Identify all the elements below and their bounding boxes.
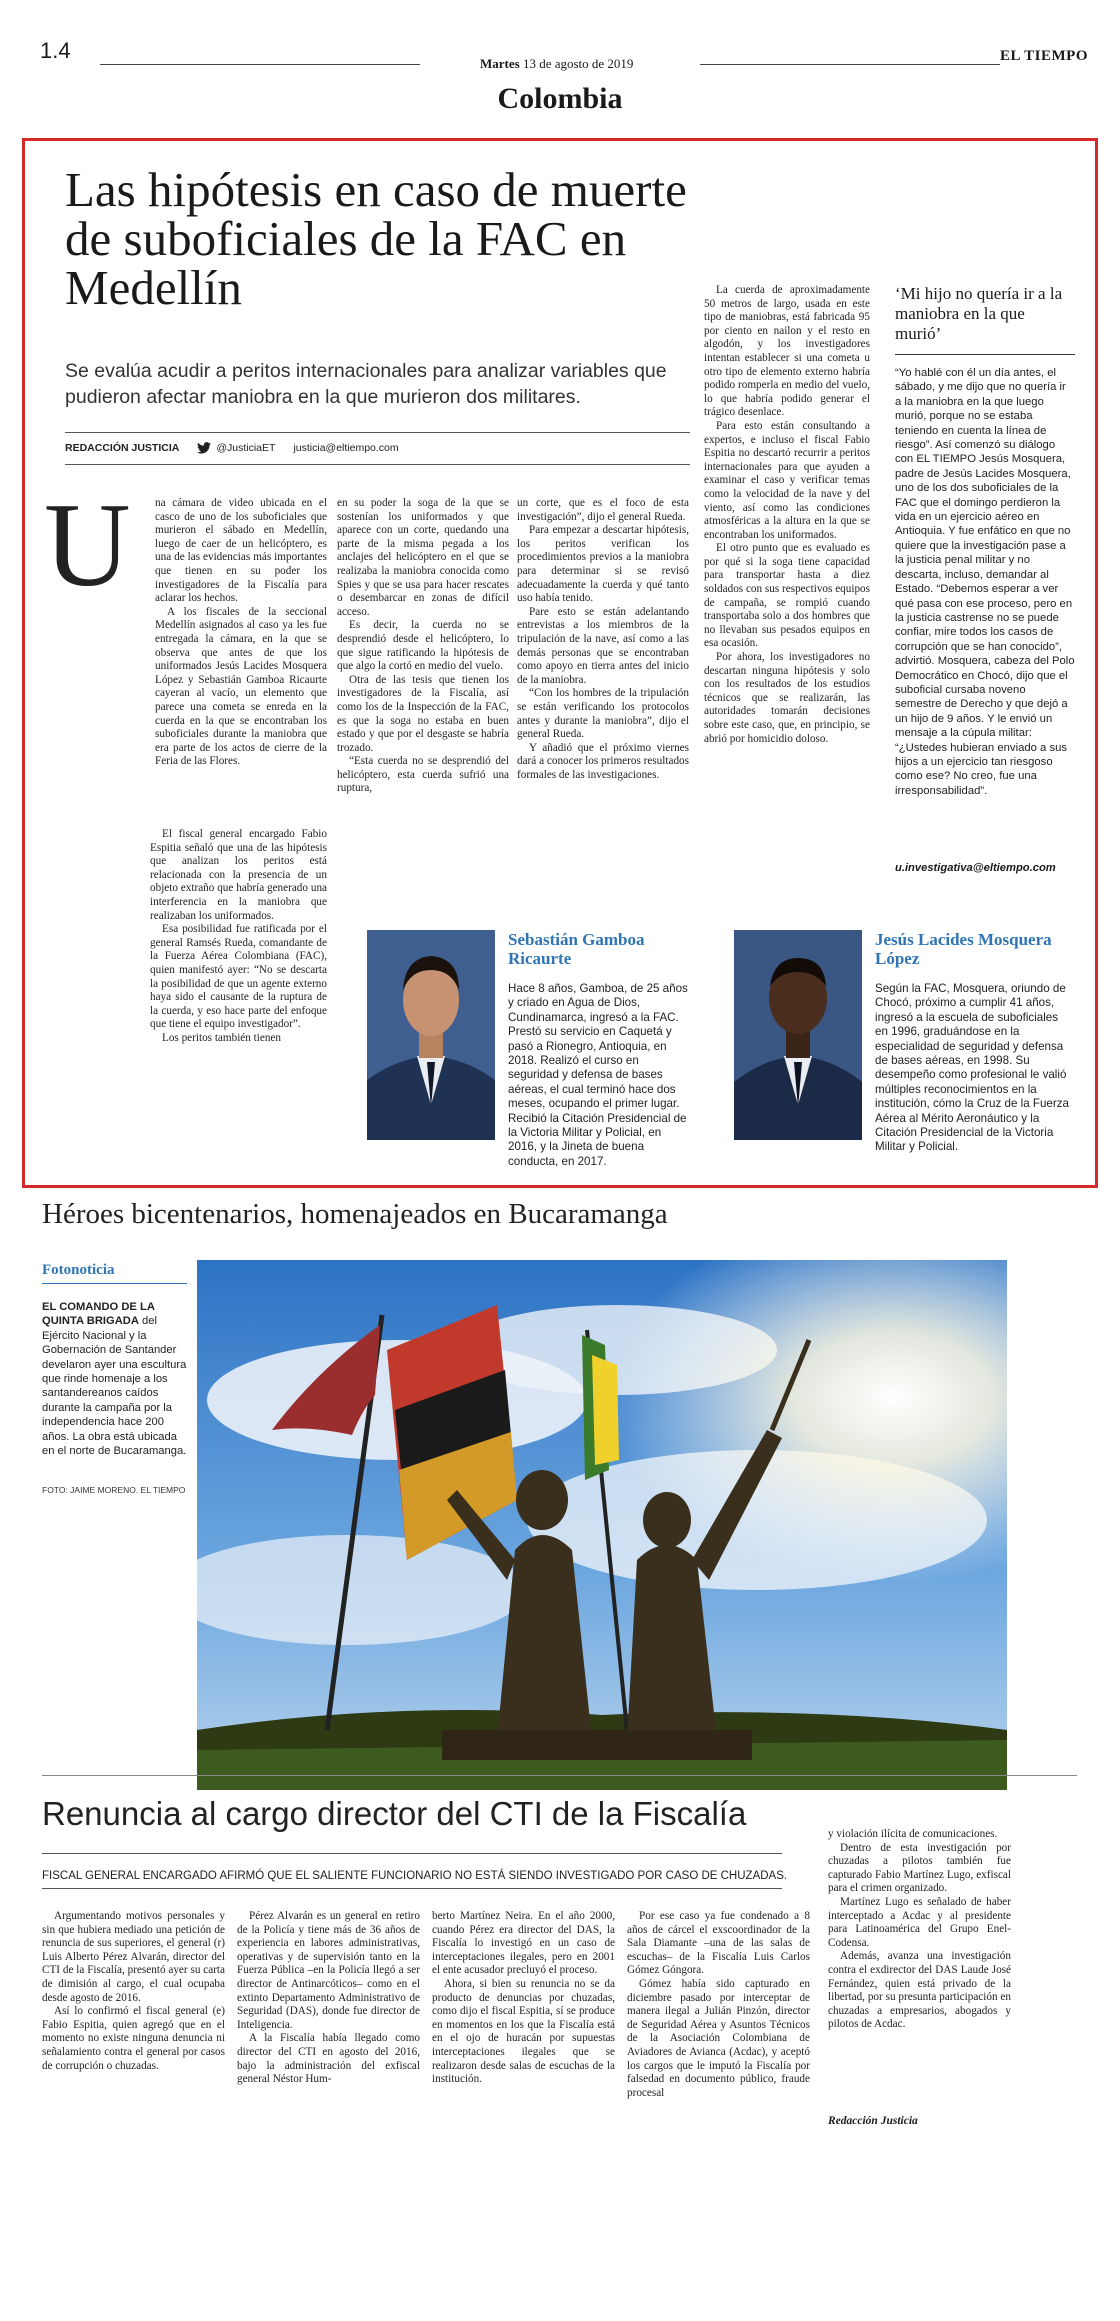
cti-column-4 [627,1910,810,2100]
story-paragraph: Pare esto se están adelantando entrevistas a los miembros de la tripulación de la nave, así como a las demás personas que se encontraban como apoyo en tierra antes del inicio de la maniobra. [517,605,689,686]
bio-text-mosquera: Según la FAC, Mosquera, oriundo de Chocó, próximo a cumplir 41 años, ingresó a la escuela de suboficiales en 1996, graduándose en la especialidad de seguridad y defensa de bases aéreas, en 1998. Su desempeño como profesional le valió múltiples reconocimientos en la institución, cómo la Cruz de la Fuerza Aérea al Mérito Aeronáutico y la Citación Presidencial de la Victoria Militar y Policial. [875,982,1069,1154]
photo-news-rule [42,1283,187,1284]
quote-body: “Yo hablé con él un día antes, el sábado, y me dijo que no quería ir a la maniobra en la que luego murió, porque no se estaba teniendo en cuenta la línea de riesgo”. Así comenzó su diálogo con EL TIEMPO Jesús Mosquera, padre de Jesús Lacides Mosquera, uno de los dos suboficiales de la FAC que el domingo perdieron la vida en un ejercicio aéreo en Antioquia. Y fue enfático en que no quiere que la investigación pase a la justicia penal militar y no descarta, incluso, demandar al Estado. “Debemos esperar a ver qué pasa con ese proceso, pero en la justicia castrense no se puede confiar, mire todos los casos de corrupción que se han conocido”, advirtió. Mosquera, cabeza del Polo Democrático en Chocó, dijo que el suboficial cursaba noveno semestre de Derecho y que dejó a un hijo de 9 años. Y le envió un mensaje a la cúpula militar: “¿Ustedes hubieran enviado a sus hijos a un ejercicio tan riesgoso como ese? No creo, fue una irresponsabilidad”. [895,367,1075,797]
caption-rest: del Ejército Nacional y la Gobernación de Santander develaron ayer una escultura que rinde homenaje a los santandereanos caídos durante la campaña por la independencia hace 200 años. La obra está ubicada en el norte de Bucaramanga. [42,1315,187,1458]
cti-signature: Redacción Justicia [828,2115,918,2127]
story-paragraph: Es decir, la cuerda no se desprendió desde el helicóptero, lo que sigue ratificando la hipótesis de que algo la cortó en medio del vuelo. [337,619,509,673]
quote-headline: ‘Mi hijo no quería ir a la maniobra en la que murió’ [895,284,1063,343]
portrait-mosquera-art [734,930,862,1140]
photo-caption [42,1300,187,1458]
monument-photo-art [197,1260,1007,1790]
story-paragraph: Esa posibilidad fue ratificada por el general Ramsés Rueda, comandante de la Fuerza Aérea Colombiana (FAC), quien manifestó ayer: “No se descarta la posibilidad de que un agente externo haya sido el causante de la ruptura de la cuerda, y eso hace parte del enfoque que tiene el equipo investigador”. [150,923,327,1031]
issue-date [480,56,633,72]
portrait-gamboa [367,930,495,1140]
story-paragraph: en su poder la soga de la que se sostenían los uniformados y que aparece con un corte, quedando una parte de la misma pegada a los anclajes del helicóptero en el que se realizaba la maniobra conocida como Spies y que se usa para hacer rescates o desembarcar en zonas de difícil acceso. [337,497,509,618]
cti-paragraph: A la Fiscalía había llegado como director del CTI en agosto del 2016, bajo la administración del exfiscal general Néstor Hum- [237,2032,420,2086]
cti-paragraph: y violación ilícita de comunicaciones. [828,1828,998,1840]
cti-subtitle: FISCAL GENERAL ENCARGADO AFIRMÓ QUE EL SALIENTE FUNCIONARIO NO ESTÁ SIENDO INVESTIGADO POR CASO DE CHUZADAS. [42,1870,788,1882]
heroes-headline: Héroes bicentenarios, homenajeados en Bucaramanga [42,1198,668,1230]
bio-name-mosquera: Jesús Lacides Mosquera López [875,930,1052,968]
story-paragraph: El otro punto que es evaluado es por qué si la soga tiene capacidad para transportar hasta a diez soldados con sus respectivos equipos de campaña, se rompió cuando transportaba solo a dos hombres que no llevaban sus pesados equipos en esa ocasión. [704,542,870,650]
story-paragraph: na cámara de video ubicada en el casco de uno de los suboficiales que murieron el sábado en Medellín, luego de caer de un helicóptero, es una de las evidencias más importantes que tienen en su poder los investigadores de la Fiscalía para aclarar los hechos. [155,497,327,605]
byline-rule-top [65,432,690,433]
bio-text-gamboa: Hace 8 años, Gamboa, de 25 años y criado en Agua de Dios, Cundinamarca, ingresó a la FAC. Prestó su servicio en Caquetá y pasó a Rionegro, Antioquia, en 2018. Realizó el curso en seguridad y defensa de bases aéreas, el cual terminó hace dos meses, ocupando el primer lugar. Recibió la Citación Presidencial de la Victoria Militar y Policial, en 2016, y la Jineta de buena conducta, en 2017. [508,982,688,1168]
story-paragraph: A los fiscales de la seccional Medellín asignados al caso ya les fue entregada la cámara, en la que se observa que antes de que los uniformados Jesús Lacides Mosquera López y Sebastián Gamboa Ricaurte cayeran al vacío, un elemento que parece una cometa se enreda en la cuerda en la que se encontraban los suboficiales durante la maniobra que era parte de los actos de cierre de la Feria de las Flores. [155,605,327,768]
story-paragraph: “Con los hombres de la tripulación se están verificando los protocolos antes y durante la maniobra”, dijo el general Rueda. [517,687,689,741]
cti-paragraph: Así lo confirmó el fiscal general (e) Fabio Espitia, quien agregó que en el momento no existe ninguna denuncia ni señalamiento contra el general por casos de corrupción o chuzadas. [42,2005,225,2072]
cti-column-2 [237,1910,420,2087]
cti-paragraph: Dentro de esta investigación por chuzadas a pilotos también fue capturado Fabio Martínez Lugo, exfiscal para el crimen organizado. [828,1841,1011,1895]
story-column-4 [704,284,870,746]
section-title: Colombia [497,82,623,115]
story-paragraph: Otra de las tesis que tienen los investigadores de la Fiscalía, así como los de la Inspección de la FAC, es que la soga no estaba en buen estado y que por el desgaste se habría trozado. [337,673,509,754]
story-paragraph: “Esta cuerda no se desprendió del helicóptero, esta cuerda sufrió una ruptura, [337,755,509,795]
photo-news-label: Fotonoticia [42,1262,115,1278]
issue-day: Martes [480,56,520,71]
story-paragraph: La cuerda de aproximadamente 50 metros de largo, usada en este tipo de maniobras, está fabricada 95 por ciento en nailon y el resto en algodón, y los investigadores intentan establecer si una cometa u otro tipo de elemento externo habría podido romperla en medio del vuelo, lo que habría podido generar el trágico desenlace. [704,284,870,419]
cti-paragraph: Argumentando motivos personales y sin que hubiera mediado una petición de renuncia de sus superiores, el general (r) Luis Alberto Pérez Alvarán, director del CTI de la Fiscalía, presentó ayer su carta de dimisión al cargo, el cual ocupaba desde agosto de 2016. [42,1910,225,2004]
drop-cap: U [44,478,131,611]
story-paragraph: Por ahora, los investigadores no descartan ninguna hipótesis y solo con los resultados de los estudios técnicos que se realizarán, las autoridades tomarán decisiones sobre este caso, que, en principio, se abrió por homicidio doloso. [704,651,870,745]
story-column-1 [155,497,327,769]
cti-rule-top [42,1853,782,1854]
newspaper-logo: EL TIEMPO [1000,48,1088,64]
byline [65,442,399,454]
story-column-2 [337,497,509,796]
byline-email: justicia@eltiempo.com [293,442,399,454]
cti-rule-bottom [42,1888,782,1889]
story-paragraph: Y añadió que el próximo viernes dará a conocer los primeros resultados formales de las investigaciones. [517,741,689,781]
cti-column-5 [828,1828,1011,2032]
byline-twitter [197,442,275,454]
story-column-3 [517,497,689,782]
bio-name-gamboa: Sebastián Gamboa Ricaurte [508,930,645,968]
cti-paragraph: berto Martínez Neira. En el año 2000, cuando Pérez era director del DAS, la Fiscalía lo investigó en un caso de interceptaciones ilegales, pero en 2001 el ente acusador precluyó el proceso. [432,1910,615,1977]
cti-column-1 [42,1910,225,2073]
twitter-handle: @JusticiaET [216,442,276,454]
photo-credit: FOTO: JAIME MORENO. EL TIEMPO [42,1485,186,1495]
cti-headline: Renuncia al cargo director del CTI de la Fiscalía [42,1795,747,1832]
cti-paragraph: Pérez Alvarán es un general en retiro de la Policía y tiene más de 36 años de experiencia en labores administrativas, operativas y de supervisión tanto en la Fuerza Pública –en la Policía llegó a ser director de Antinarcóticos– como en el extinto Departamento Administrativo de Seguridad (DAS), donde fue director de Inteligencia. [237,1910,420,2031]
quote-rule [895,354,1075,355]
main-dek: Se evalúa acudir a peritos internacionales para analizar variables que pudieron afectar maniobra en la que murieron dos militares. [65,360,667,408]
header-rule-right [700,64,1000,65]
story-paragraph: Para empezar a descartar hipótesis, los peritos verifican los procedimientos previos a la maniobra para determinar si se revisó adecuadamente la cuerda y qué tanto uso había tenido. [517,524,689,605]
main-headline: Las hipótesis en caso de muerte de suboficiales de la FAC en Medellín [65,162,687,315]
story-paragraph: Los peritos también tienen [162,1031,281,1044]
story-paragraph: un corte, que es el foco de esta investigación”, dijo el general Rueda. [517,497,689,523]
caption-lead: EL COMANDO DE LA QUINTA BRIGADA [42,1301,155,1328]
cti-column-3 [432,1910,615,2087]
byline-rule-bottom [65,464,690,465]
issue-date-rest: 13 de agosto de 2019 [519,56,634,71]
portrait-gamboa-art [367,930,495,1140]
cti-paragraph: Por ese caso ya fue condenado a 8 años de cárcel el exscoordinador de la Sala Diamante –una de las salas de escuchas– de la Fiscalía Luis Carlos Gómez Góngora. [627,1910,810,1977]
portrait-mosquera [734,930,862,1140]
story-column-1b [150,828,327,1046]
header-rule-left [100,64,420,65]
cti-paragraph: Ahora, si bien su renuncia no se da producto de denuncias por chuzadas, como dijo el fiscal Espitia, sí se produce en momentos en los que la Fiscalía está en el ojo de huracán por supuestas interceptaciones ilegales que se realizaron desde salas de escuchas de la institución. [432,1977,615,2086]
monument-photo [197,1260,1007,1790]
cti-paragraph: Gómez había sido capturado en diciembre pasado por interceptar de manera ilegal a Julián Pinzón, director de Seguridad Aérea y Asuntos Técnicos de la Asociación Colombiana de Aviadores de Avianca (Acdac), y aceptó los cargos que le imputó la Fiscalía por falsedad en documento público, fraude procesal [627,1977,810,2099]
story-paragraph: Para esto están consultando a expertos, e incluso el fiscal Fabio Espitia no descartó recurrir a peritos internacionales para que ayuden a examinar el caso y verificar temas como la velocidad de la nave y del viento, así como las condiciones atmosféricas a la altura en la que se encontraban los uniformados. [704,419,870,541]
page-number: 1.4 [40,38,71,63]
story-paragraph: El fiscal general encargado Fabio Espitia señaló que una de las hipótesis que analizan los peritos está relacionada con la presencia de un objeto extraño que habría generado una interferencia en la maniobra que realizaban los uniformados. [150,828,327,922]
cti-paragraph: Además, avanza una investigación contra el exdirector del DAS Laude José Fernández, quien está privado de la libertad, por su presunta participación en chuzadas a empresarios, abogados y pilotos de Acdac. [828,1950,1011,2031]
quote-email: u.investigativa@eltiempo.com [895,862,1056,874]
section-separator [42,1775,1077,1776]
byline-author: REDACCIÓN JUSTICIA [65,442,180,454]
twitter-icon [197,442,211,454]
cti-paragraph: Martínez Lugo es señalado de haber interceptado a Acdac y al presidente para Latinoamérica del Grupo Enel-Codensa. [828,1895,1011,1949]
